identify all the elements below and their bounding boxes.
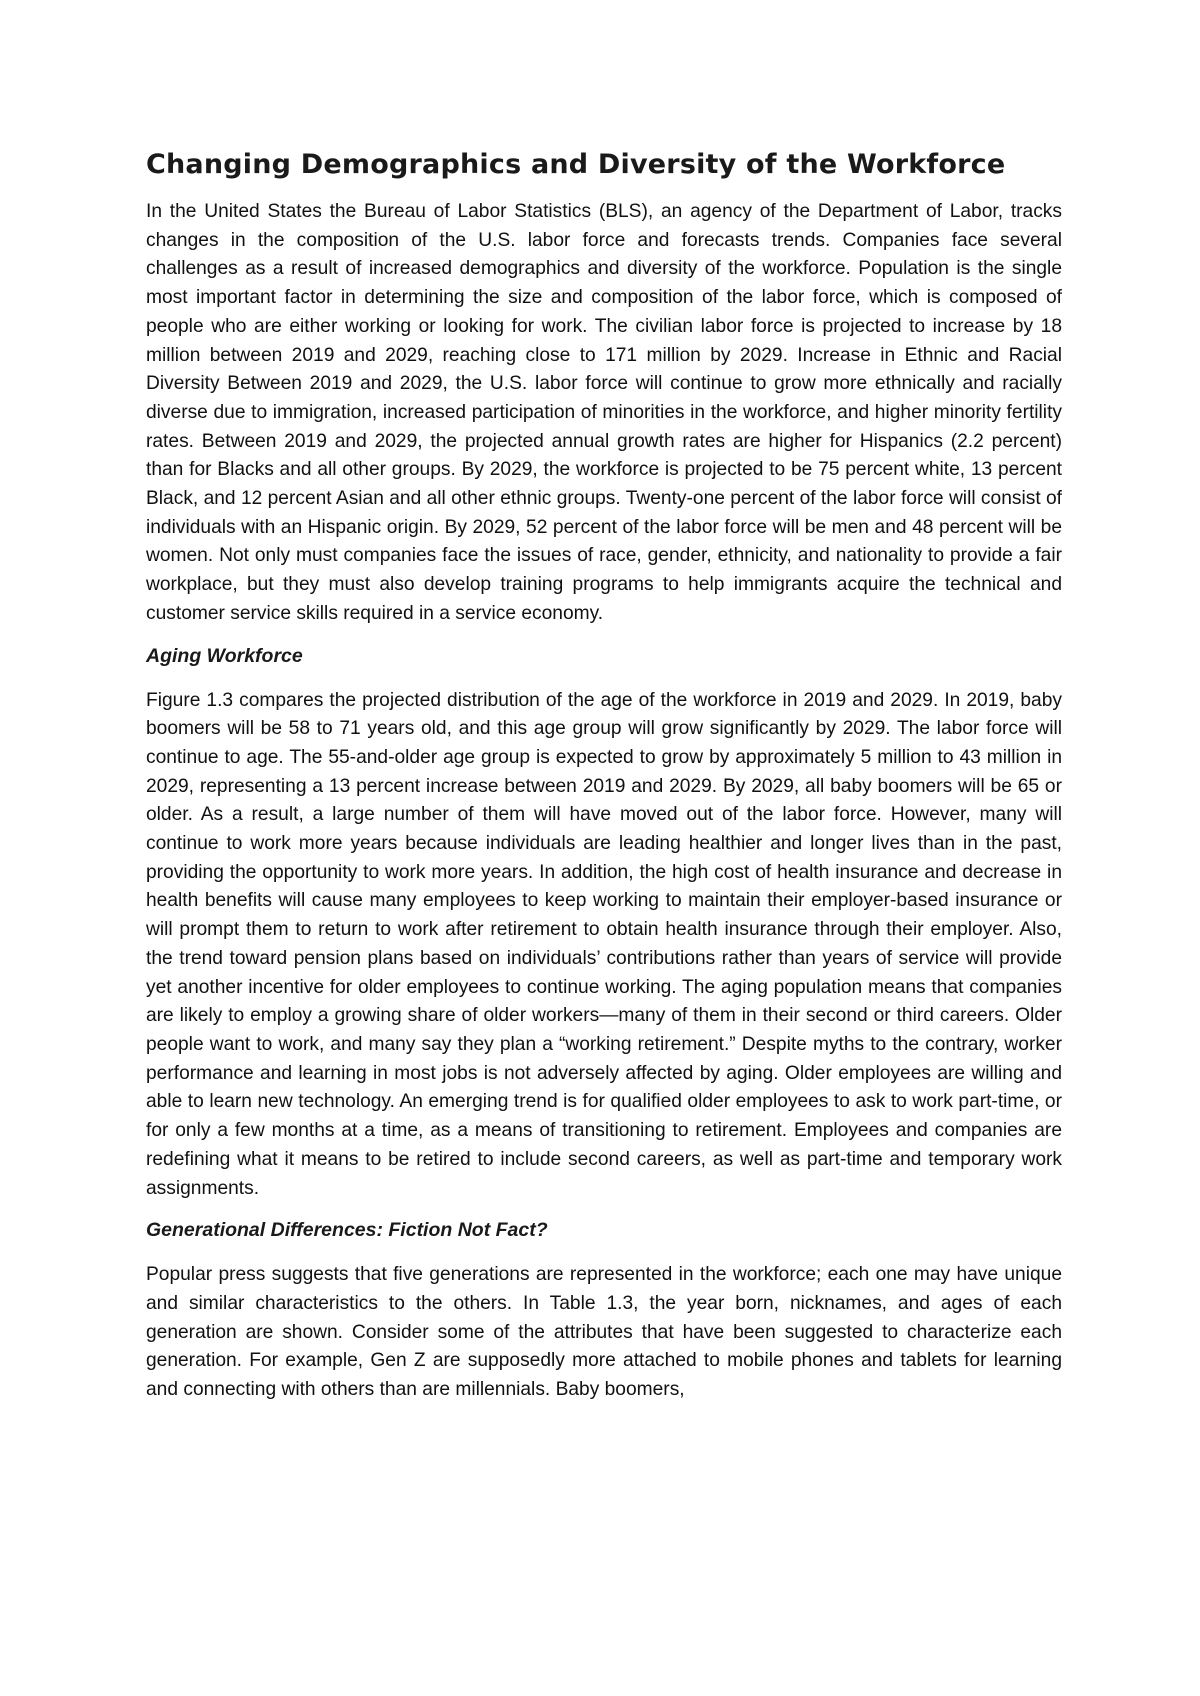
document-page	[146, 146, 1062, 1419]
paragraph-workforce-composition: In the United States the Bureau of Labor Statistics (BLS), an agency of the Department of Labor, tracks changes in the composition of the U.S. labor force and forecasts trends. Companies face several challenges as a result of increased demographics and diversity of the workforce. Population is the single most important factor in determining the size and composition of the labor force, which is composed of people who are either working or looking for work. The civilian labor force is projected to increase by 18 million between 2019 and 2029, reaching close to 171 million by 2029. Increase in Ethnic and Racial Diversity Between 2019 and 2029, the U.S. labor force will continue to grow more ethnically and racially diverse due to immigration, increased participation of minorities in the workforce, and higher minority fertility rates. Between 2019 and 2029, the projected annual growth rates are higher for Hispanics (2.2 percent) than for Blacks and all other groups. By 2029, the workforce is projected to be 75 percent white, 13 percent Black, and 12 percent Asian and all other ethnic groups. Twenty-one percent of the labor force will consist of individuals with an Hispanic origin. By 2029, 52 percent of the labor force will be men and 48 percent will be women. Not only must companies face the issues of race, gender, ethnicity, and nationality to provide a fair workplace, but they must also develop training programs to help immigrants acquire the technical and customer service skills required in a service economy.	[146, 201, 1062, 624]
paragraph-generational-differences: Popular press suggests that five generations are represented in the workforce; each one may have unique and similar characteristics to the others. In Table 1.3, the year born, nicknames, and ages of each generation are shown. Consider some of the attributes that have been suggested to characterize each generation. For example, Gen Z are supposedly more attached to mobile phones and tablets for learning and connecting with others than are millennials. Baby boomers,	[146, 1264, 1062, 1401]
document-title: Changing Demographics and Diversity of the Workforce	[146, 149, 1006, 180]
section-heading-aging-workforce: Aging Workforce	[146, 644, 303, 667]
paragraph-aging-workforce: Figure 1.3 compares the projected distribution of the age of the workforce in 2019 and 2029. In 2019, baby boomers will be 58 to 71 years old, and this age group will grow significantly by 2029. The labor force will continue to age. The 55-and-older age group is expected to grow by approximately 5 million to 43 million in 2029, representing a 13 percent increase between 2019 and 2029. By 2029, all baby boomers will be 65 or older. As a result, a large number of them will have moved out of the labor force. However, many will continue to work more years because individuals are leading healthier and longer lives than in the past, providing the opportunity to work more years. In addition, the high cost of health insurance and decrease in health benefits will cause many employees to keep working to maintain their employer-based insurance or will prompt them to return to work after retirement to obtain health insurance through their employer. Also, the trend toward pension plans based on individuals’ contributions rather than years of service will provide yet another incentive for older employees to continue working. The aging population means that companies are likely to employ a growing share of older workers—many of them in their second or third careers. Older people want to work, and many say they plan a “working retirement.” Despite myths to the contrary, worker performance and learning in most jobs is not adversely affected by aging. Older employees are willing and able to learn new technology. An emerging trend is for qualified older employees to ask to work part-time, or for only a few months at a time, as a means of transitioning to retirement. Employees and companies are redefining what it means to be retired to include second careers, as well as part-time and temporary work assignments.	[146, 689, 1062, 1199]
section-heading-generational-differences: Generational Differences: Fiction Not Fact?	[146, 1219, 548, 1242]
